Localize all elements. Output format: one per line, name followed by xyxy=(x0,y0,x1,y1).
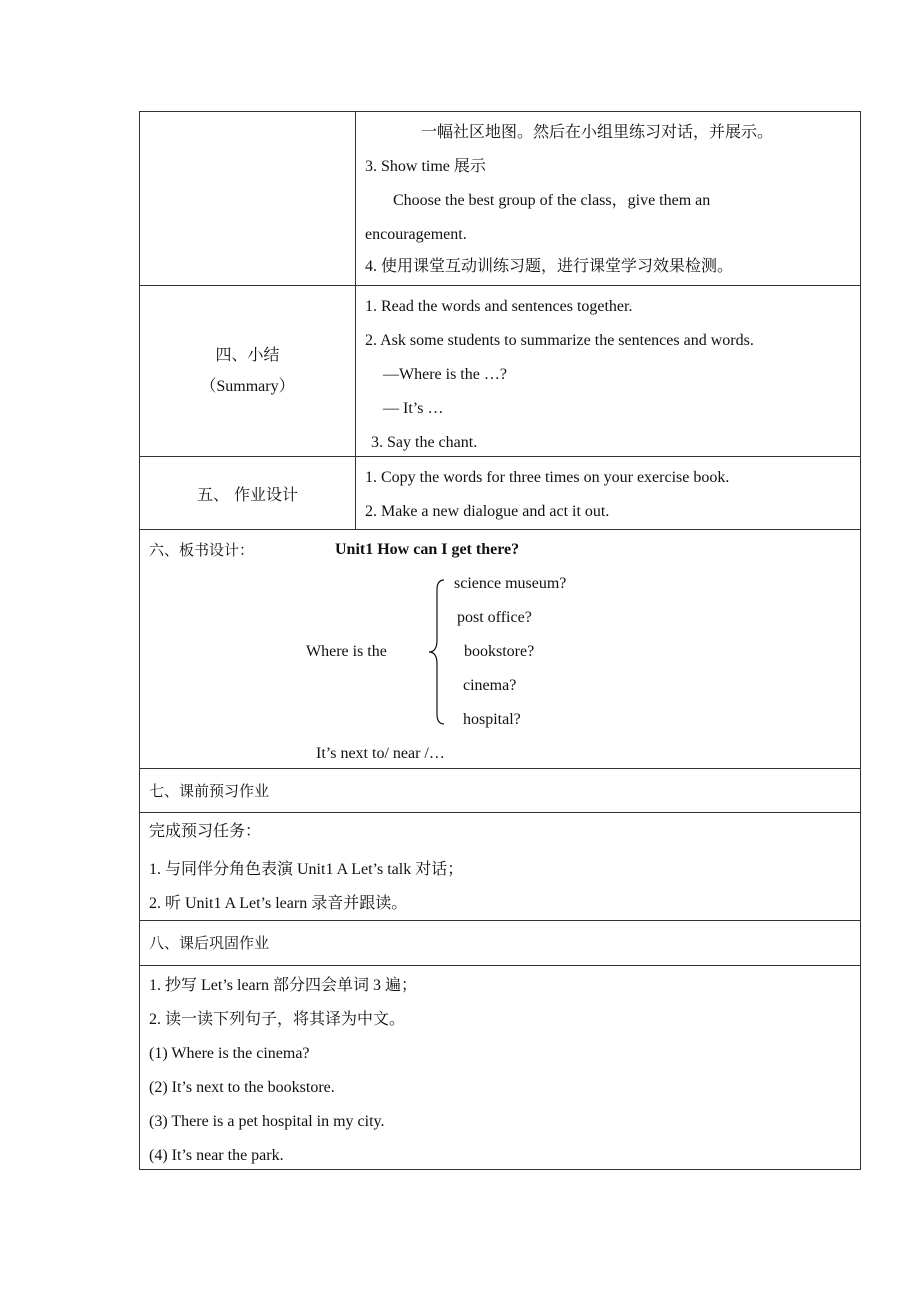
text-line: 3. Show time 展示 xyxy=(365,158,486,175)
board-design-label: 六、板书设计： xyxy=(149,541,255,559)
board-answer: It’s next to/ near /… xyxy=(316,745,445,762)
consolidate-line: 2. 读一读下列句子，将其译为中文。 xyxy=(149,1011,406,1028)
summary-line: —Where is the …? xyxy=(383,366,507,383)
board-option: bookstore? xyxy=(464,643,535,660)
preview-line: 完成预习任务： xyxy=(149,823,262,840)
summary-line: — It’s … xyxy=(383,400,444,417)
board-option: post office? xyxy=(457,609,532,626)
homework-design-row xyxy=(140,457,860,530)
summary-subtitle: （Summary） xyxy=(200,378,295,395)
board-option: cinema? xyxy=(463,677,517,694)
homework-label-cell xyxy=(140,457,356,529)
text-line: 一幅社区地图。然后在小组里练习对话，并展示。 xyxy=(421,124,774,141)
preview-line: 2. 听 Unit1 A Let’s learn 录音并跟读。 xyxy=(149,895,408,912)
summary-line: 1. Read the words and sentences together. xyxy=(365,298,633,315)
preview-header-row xyxy=(140,769,860,813)
homework-title: 五、 作业设计 xyxy=(196,484,299,504)
preview-header: 七、课前预习作业 xyxy=(149,782,270,800)
text-line: Choose the best group of the class，give them an xyxy=(393,192,711,209)
preview-line: 1. 与同伴分角色表演 Unit1 A Let’s talk 对话； xyxy=(149,861,464,878)
board-option: science museum? xyxy=(454,575,567,592)
summary-title: 四、小结 xyxy=(215,345,280,364)
consolidate-line: (2) It’s next to the bookstore. xyxy=(149,1079,335,1096)
summary-line: 3. Say the chant. xyxy=(371,434,478,451)
text-line: encouragement. xyxy=(365,226,467,243)
text-line: 4. 使用课堂互动训练习题，进行课堂学习效果检测。 xyxy=(365,258,734,275)
consolidate-line: 1. 抄写 Let’s learn 部分四会单词 3 遍； xyxy=(149,977,417,994)
activity-continuation-row xyxy=(140,112,860,286)
summary-line: 2. Ask some students to summarize the sentences and words. xyxy=(365,332,754,349)
homework-line: 1. Copy the words for three times on your exercise book. xyxy=(365,469,730,486)
consolidate-line: (1) Where is the cinema? xyxy=(149,1045,310,1062)
consolidate-line: (4) It’s near the park. xyxy=(149,1147,284,1164)
board-stem: Where is the xyxy=(306,643,387,660)
summary-label-cell xyxy=(140,286,356,456)
consolidate-header-row xyxy=(140,921,860,966)
consolidate-line: (3) There is a pet hospital in my city. xyxy=(149,1113,385,1130)
lesson-plan-table xyxy=(139,111,861,1170)
consolidate-content-row xyxy=(140,966,860,1169)
row-label-empty xyxy=(140,112,356,285)
consolidate-header: 八、课后巩固作业 xyxy=(149,934,270,952)
curly-brace-icon xyxy=(427,578,447,726)
homework-line: 2. Make a new dialogue and act it out. xyxy=(365,503,610,520)
board-design-row xyxy=(140,530,860,769)
summary-row xyxy=(140,286,860,457)
preview-content-row xyxy=(140,813,860,921)
board-design-title: Unit1 How can I get there? xyxy=(335,541,520,558)
board-option: hospital? xyxy=(463,711,521,728)
